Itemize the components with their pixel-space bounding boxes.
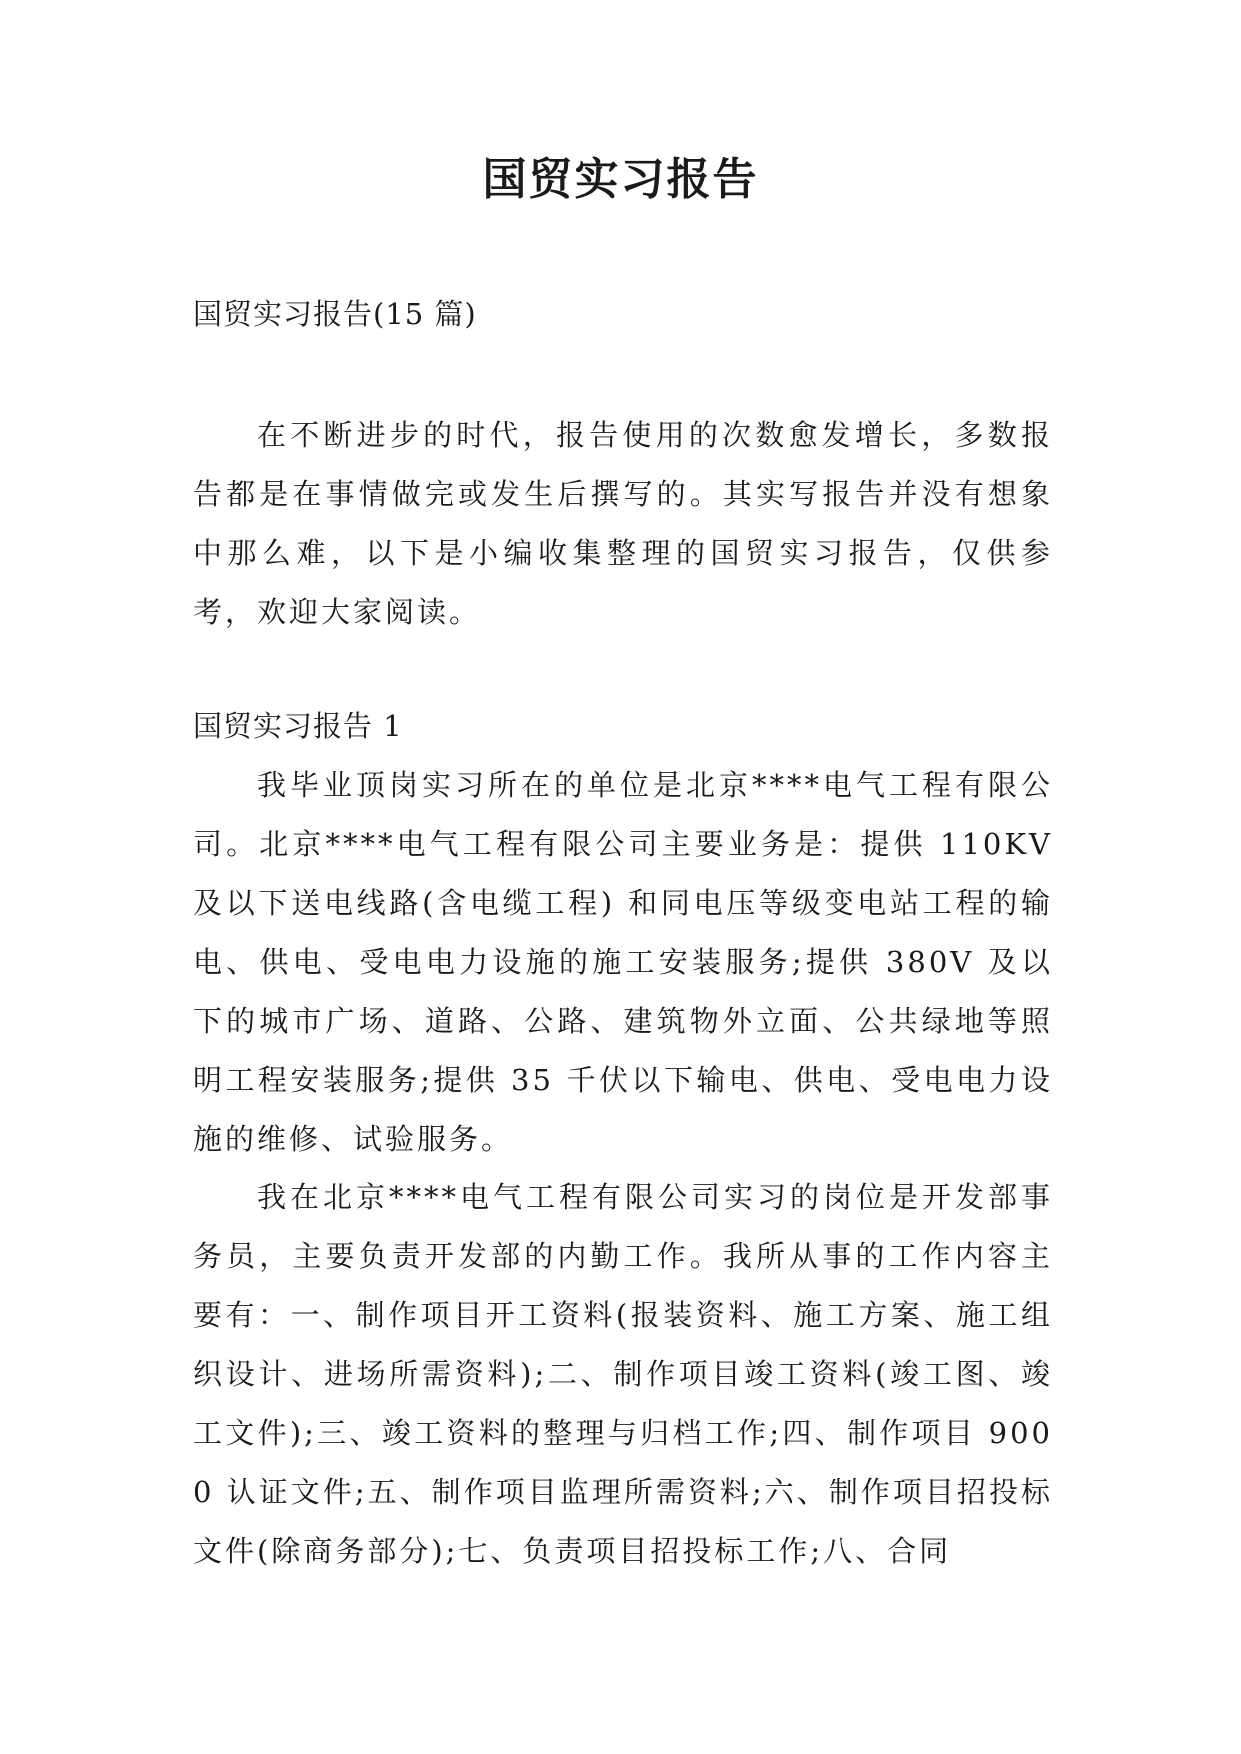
body-paragraph-1: 我毕业顶岗实习所在的单位是北京****电气工程有限公司。北京****电气工程有限公司主要业务是：提供 110KV 及以下送电线路(含电缆工程) 和同电压等级变电站工程的输电、供电、受电电力设施的施工安装服务;提供 380V 及以下的城市广场、道路、公路、建筑物外立面、公共绿地等照明工程安装服务;提供 35 千伏以下输电、供电、受电电力设施的维修、试验服务。 — [193, 768, 1053, 1156]
document-title: 国贸实习报告 — [482, 154, 759, 205]
body-paragraph-2: 我在北京****电气工程有限公司实习的岗位是开发部事务员，主要负责开发部的内勤工作。我所从事的工作内容主要有：一、制作项目开工资料(报装资料、施工方案、施工组织设计、进场所需资料);二、制作项目竣工资料(竣工图、竣工文件);三、竣工资料的整理与归档工作;四、制作项目 9000 认证文件;五、制作项目监理所需资料;六、制作项目招投标文件(除商务部分);七、负责项目招投标工作;八、合同 — [193, 1180, 1053, 1568]
intro-paragraph: 在不断进步的时代，报告使用的次数愈发增长，多数报告都是在事情做完或发生后撰写的。其实写报告并没有想象中那么难，以下是小编收集整理的国贸实习报告，仅供参考，欢迎大家阅读。 — [193, 418, 1053, 629]
document-subtitle: 国贸实习报告(15 篇) — [193, 297, 477, 331]
section-heading: 国贸实习报告 1 — [193, 709, 403, 743]
